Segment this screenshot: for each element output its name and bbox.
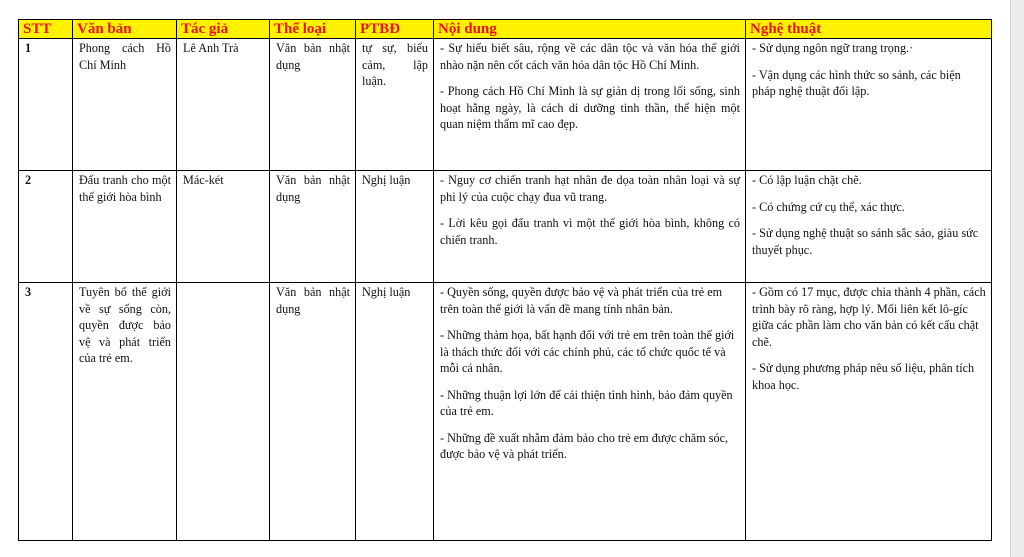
cell-ptbd	[356, 39, 434, 171]
content-paragraph: - Những đề xuất nhằm đảm bảo cho trẻ em được chăm sóc, được bảo vệ và phát triển.	[440, 430, 729, 461]
cell-text: Đấu tranh cho một thế giới hòa bình	[79, 173, 171, 204]
art-paragraph: - Gồm có 17 mục, được chia thành 4 phần, cách trình bày rõ ràng, hợp lý. Mối liên kết lô-gíc giữa các phần làm cho văn bản có kết cấu chặt chẽ.	[752, 285, 986, 349]
cell-nghe-thuat	[746, 171, 992, 283]
content-paragraph: - Lời kêu gọi đấu tranh vì một thế giới hòa bình, không có chiến tranh.	[440, 216, 740, 247]
cell-van-ban	[73, 283, 177, 541]
cell-noi-dung	[434, 283, 746, 541]
cell-text: tự sự, biểu cảm, lập luận.	[362, 41, 428, 88]
content-paragraph: - Những thảm họa, bất hạnh đối với trẻ em trên toàn thế giới là thách thức đối với các chính phủ, các tổ chức quốc tế và mỗi cá nhân.	[440, 328, 735, 375]
cell-the-loai	[270, 283, 356, 541]
cell-noi-dung	[434, 39, 746, 171]
literature-summary-table	[18, 19, 992, 541]
header-van-ban: Văn bản	[73, 20, 177, 39]
cell-noi-dung	[434, 171, 746, 283]
cell-text: Văn bản nhật dụng	[276, 173, 350, 204]
table-row	[19, 39, 992, 171]
header-nghe-thuat: Nghệ thuật	[746, 20, 992, 39]
header-ptbd: PTBĐ	[356, 20, 434, 39]
content-paragraph: - Quyền sống, quyền được bảo vệ và phát triển của trẻ em trên toàn thế giới là vấn đề mang tính nhân bản.	[440, 285, 723, 316]
cell-the-loai	[270, 171, 356, 283]
header-noi-dung: Nội dung	[434, 20, 746, 39]
table-row	[19, 171, 992, 283]
cell-the-loai	[270, 39, 356, 171]
cell-nghe-thuat	[746, 283, 992, 541]
content-paragraph: - Nguy cơ chiến tranh hạt nhân đe dọa toàn nhân loại và sự phi lý của cuộc chạy đua vũ trang.	[440, 173, 740, 204]
cell-van-ban	[73, 39, 177, 171]
cell-tac-gia: Lê Anh Trà	[177, 39, 270, 171]
cell-stt: 2	[19, 171, 73, 283]
art-paragraph: - Sử dụng ngôn ngữ trang trọng.·	[752, 41, 914, 55]
cell-ptbd: Nghị luận	[356, 283, 434, 541]
cell-ptbd: Nghị luận	[356, 171, 434, 283]
cell-tac-gia: Mác-két	[177, 171, 270, 283]
cell-stt: 3	[19, 283, 73, 541]
header-stt: STT	[19, 20, 73, 39]
content-paragraph: - Những thuận lợi lớn để cải thiện tình hình, bảo đảm quyền của trẻ em.	[440, 387, 733, 418]
cell-text: Tuyên bố thế giới về sự sống còn, quyền được bảo vệ và phát triển của trẻ em.	[79, 285, 171, 365]
art-paragraph: - Có chứng cứ cụ thể, xác thực.	[752, 199, 905, 214]
cell-tac-gia	[177, 283, 270, 541]
cell-stt: 1	[19, 39, 73, 171]
art-paragraph: - Vận dụng các hình thức so sánh, các biện pháp nghệ thuật đối lập.	[752, 67, 961, 98]
cell-text: Văn bản nhật dụng	[276, 285, 350, 316]
header-tac-gia: Tác giả	[177, 20, 270, 39]
cell-nghe-thuat	[746, 39, 992, 171]
content-paragraph: - Phong cách Hồ Chí Minh là sự giản dị trong lối sống, sinh hoạt hằng ngày, là cách di dưỡng tinh thần, thể hiện một quan niệm thẩm mĩ cao đẹp.	[440, 84, 740, 131]
cell-van-ban	[73, 171, 177, 283]
art-paragraph: - Có lập luận chặt chẽ.	[752, 173, 862, 187]
table-row	[19, 283, 992, 541]
header-the-loai: Thể loại	[270, 20, 356, 39]
cell-text: Phong cách Hồ Chí Minh	[79, 41, 171, 72]
art-paragraph: - Sử dụng nghệ thuật so sánh sắc sảo, giàu sức thuyết phục.	[752, 226, 979, 257]
header-row	[19, 20, 992, 39]
content-paragraph: - Sự hiểu biết sâu, rộng về các dân tộc và văn hóa thế giới nhào nặn nên cốt cách văn hóa dân tộc Hồ Chí Minh.	[440, 41, 740, 72]
cell-text: Văn bản nhật dụng	[276, 41, 350, 72]
art-paragraph: - Sử dụng phương pháp nêu số liệu, phân tích khoa học.	[752, 361, 975, 392]
